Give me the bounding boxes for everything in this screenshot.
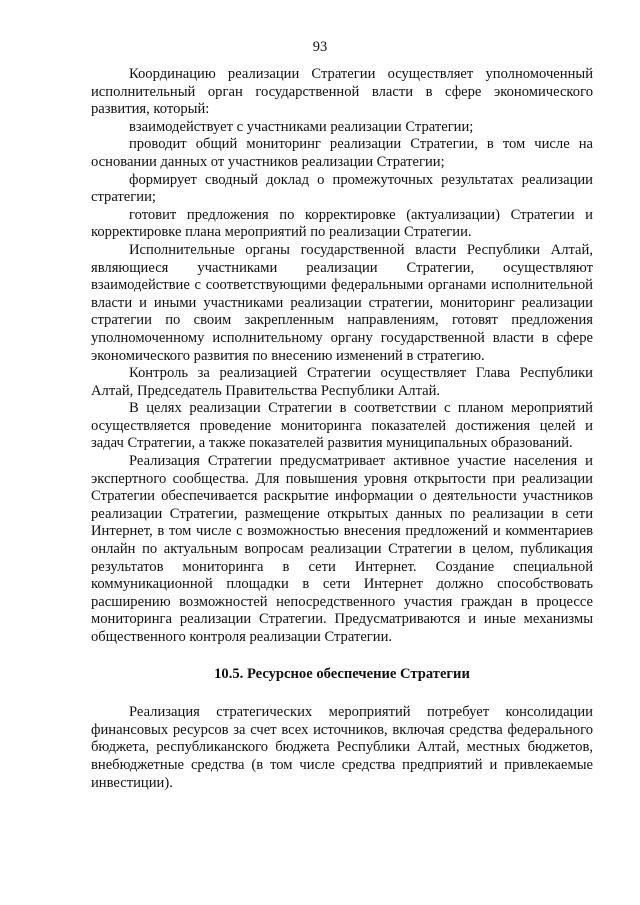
paragraph: Контроль за реализацией Стратегии осуществляет Глава Республики Алтай, Председатель Правительства Республики Алтай. [91,365,593,399]
document-body [91,66,593,792]
paragraph: Реализация Стратегии предусматривает активное участие населения и экспертного сообщества. Для повышения уровня открытости при реализации Стратегии обеспечивается раскрытие информации о деятельности участников реализации Стратегии, размещение открытых данных по реализации в сети Интернет, в том числе с возможностью внесения предложений и комментариев онлайн по актуальным вопросам реализации Стратегии в целом, публикация результатов мониторинга в сети Интернет. Создание специальной коммуникационной площадки в сети Интернет должно способствовать расширению возможностей непосредственного участия граждан в процессе мониторинга реализации Стратегии. Предусматриваются и иные механизмы общественного контроля реализации Стратегии. [91,453,593,645]
section-heading: 10.5. Ресурсное обеспечение Стратегии [214,665,470,682]
paragraph: В целях реализации Стратегии в соответствии с планом мероприятий осуществляется проведение мониторинга показателей достижения целей и задач Стратегии, а также показателей развития муниципальных образований. [91,400,593,452]
list-item: проводит общий мониторинг реализации Стратегии, в том числе на основании данных от участников реализации Стратегии; [91,136,593,170]
paragraph: Координацию реализации Стратегии осуществляет уполномоченный исполнительный орган государственной власти в сфере экономического развития, который: [91,66,593,118]
paragraph: Исполнительные органы государственной власти Республики Алтай, являющиеся участниками реализации Стратегии, осуществляют взаимодействие с соответствующими федеральными органами исполнительной власти и иными участниками реализации стратегии, мониторинг реализации стратегии по своим закрепленным направлениям, готовят предложения уполномоченному исполнительному органу государственной власти в сфере экономического развития по внесению изменений в стратегию. [91,241,593,364]
list-item: готовит предложения по корректировке (актуализации) Стратегии и корректировке плана мероприятий по реализации Стратегии. [91,206,593,241]
page-number: 93 [312,39,328,55]
list-item: формирует сводный доклад о промежуточных результатах реализации стратегии; [91,171,593,206]
paragraph: Реализация стратегических мероприятий потребует консолидации финансовых ресурсов за счет всех источников, включая средства федерального бюджета, республиканского бюджета Республики Алтай, местных бюджетов, внебюджетные средства (в том числе средства предприятий и привлекаемые инвестиции). [91,704,593,791]
list-item: взаимодействует с участниками реализации Стратегии; [129,118,474,135]
